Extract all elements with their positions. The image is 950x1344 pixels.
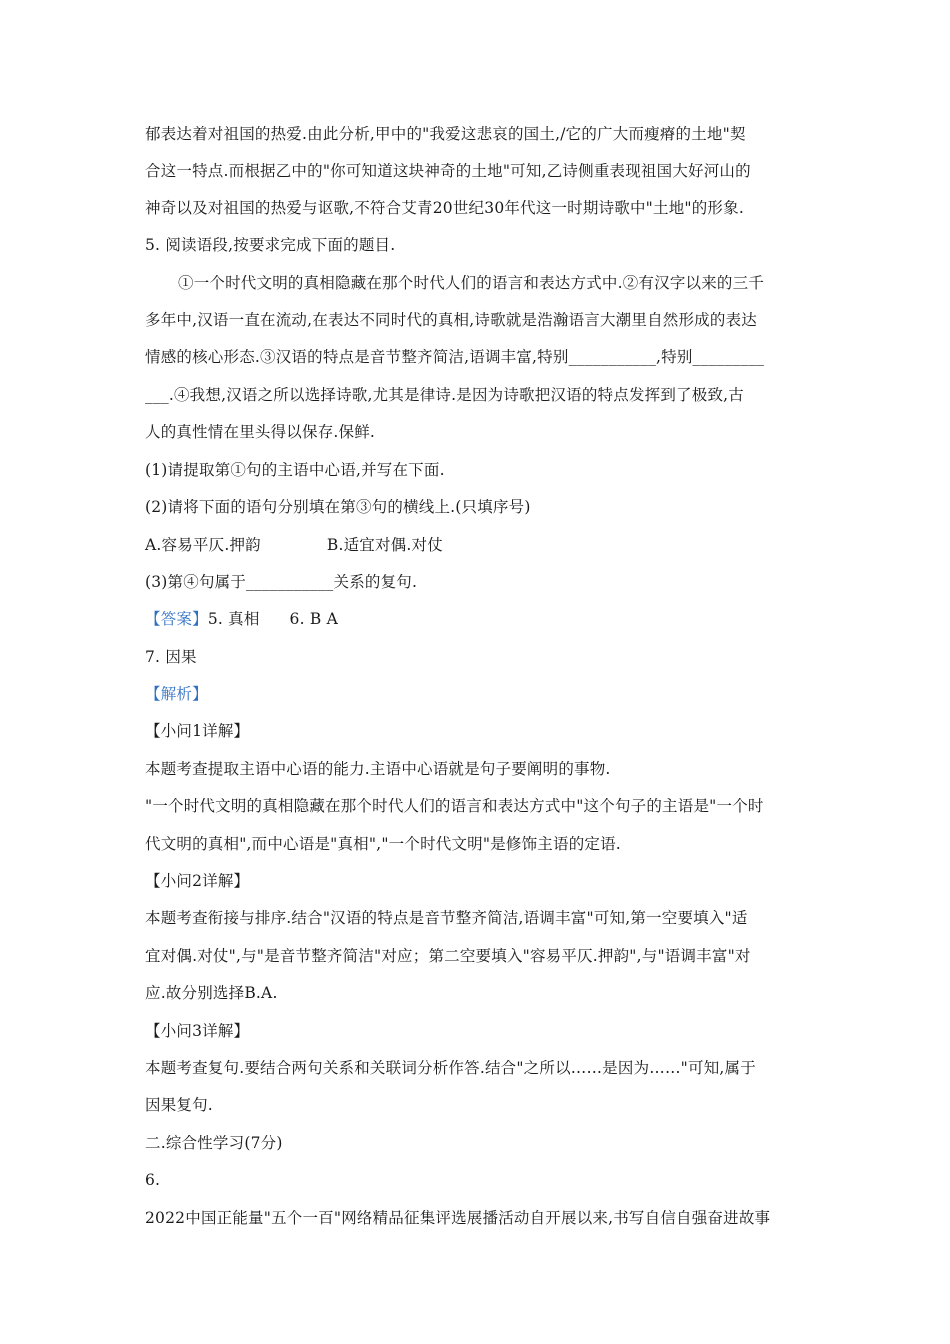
sub-question-1: (1)请提取第①句的主语中心语,并写在下面. (145, 461, 445, 479)
analysis-line: 合这一特点.而根据乙中的"你可知道这块神奇的土地"可知,乙诗侧重表现祖国大好河山的 (145, 162, 751, 180)
question-5-heading: 5. 阅读语段,按要求完成下面的题目. (145, 236, 396, 254)
sub-question-3-title: 【小问3详解】 (145, 1022, 250, 1040)
options-row (145, 535, 810, 555)
explanation-line: "一个时代文明的真相隐藏在那个时代人们的语言和表达方式中"这个句子的主语是"一个时 (145, 797, 764, 815)
question-6-text: 2022中国正能量"五个一百"网络精品征集评选展播活动自开展以来,书写自信自强奋进故事 (145, 1209, 771, 1227)
passage-line: ①一个时代文明的真相隐藏在那个时代人们的语言和表达方式中.②有汉字以来的三千 (178, 274, 765, 292)
passage-line: 情感的核心形态.③汉语的特点是音节整齐简洁,语调丰富,特别___________,特别_________ (145, 348, 765, 366)
passage-line: 多年中,汉语一直在流动,在表达不同时代的真相,诗歌就是浩瀚语言大潮里自然形成的表达 (145, 311, 757, 329)
sub-question-2: (2)请将下面的语句分别填在第③句的横线上.(只填序号) (145, 498, 531, 516)
sub-question-2-title: 【小问2详解】 (145, 872, 250, 890)
explanation-line: 因果复句. (145, 1096, 213, 1114)
explanation-line: 代文明的真相",而中心语是"真相","一个时代文明"是修饰主语的定语. (145, 835, 621, 853)
sub-question-3: (3)第④句属于___________关系的复句. (145, 573, 418, 591)
answer-5: 5. 真相 (207, 610, 260, 628)
explanation-line: 宜对偶.对仗",与"是音节整齐简洁"对应；第二空要填入"容易平仄.押韵",与"语调丰富"对 (145, 947, 751, 965)
answer-label: 【答案】 (145, 610, 208, 628)
question-6-number: 6. (145, 1171, 161, 1189)
explanation-line: 本题考查复句.要结合两句关系和关联词分析作答.结合"之所以……是因为……"可知,属于 (145, 1059, 756, 1077)
section-2-heading: 二.综合性学习(7分) (145, 1134, 283, 1152)
analysis-line: 神奇以及对祖国的热爱与讴歌,不符合艾青20世纪30年代这一时期诗歌中"土地"的形象. (145, 199, 744, 217)
answer-7: 7. 因果 (145, 648, 197, 666)
analysis-line: 郁表达着对祖国的热爱.由此分析,甲中的"我爱这悲哀的国土,/它的广大而瘦瘠的土地"契 (145, 125, 746, 143)
option-b: B.适宜对偶.对仗 (326, 536, 443, 554)
answer-6: 6. B A (289, 610, 338, 628)
passage-line: 人的真性情在里头得以保存.保鲜. (145, 423, 376, 441)
answer-row (145, 609, 810, 629)
explanation-label: 【解析】 (145, 685, 208, 703)
sub-question-1-title: 【小问1详解】 (145, 722, 250, 740)
option-a: A.容易平仄.押韵 (145, 536, 261, 554)
passage-line: ___.④我想,汉语之所以选择诗歌,尤其是律诗.是因为诗歌把汉语的特点发挥到了极致,古 (145, 386, 744, 404)
explanation-line: 本题考查提取主语中心语的能力.主语中心语就是句子要阐明的事物. (145, 760, 611, 778)
explanation-line: 本题考查衔接与排序.结合"汉语的特点是音节整齐简洁,语调丰富"可知,第一空要填入"适 (145, 909, 748, 927)
explanation-line: 应.故分别选择B.A. (145, 984, 278, 1002)
